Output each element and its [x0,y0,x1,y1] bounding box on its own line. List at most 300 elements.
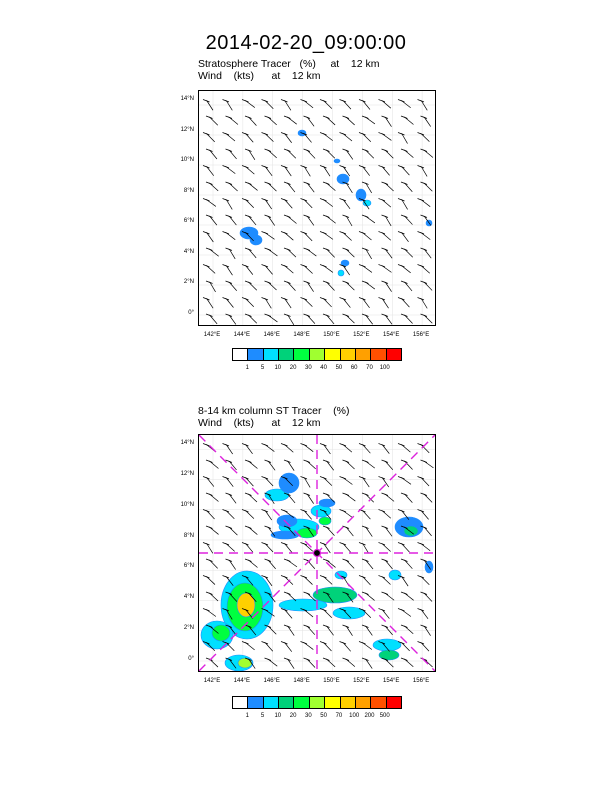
colorbar-swatch [310,697,325,708]
wind-barb [405,283,412,291]
wind-barb [227,167,236,174]
wind-barb [207,200,216,206]
y-tick-label: 2°N [183,625,194,632]
wind-barb [227,544,235,551]
panel1-title-line2: Wind (kts) at 12 km [198,70,321,82]
wind-barb [285,134,292,143]
y-tick-label: 6°N [183,218,194,225]
wind-barb [246,101,255,108]
x-tick-label: 156°E [412,332,430,338]
y-tick-label: 4°N [183,248,194,255]
colorbar-swatch [325,349,340,360]
wind-barb [227,233,236,240]
wind-barb [230,561,236,570]
wind-barb [386,528,393,537]
wind-barb [288,217,296,224]
wind-barb [383,233,391,240]
wind-barb [347,528,354,537]
colorbar-swatch [248,697,263,708]
wind-barb [425,184,433,192]
wind-barb [210,151,217,160]
wind-barb [246,643,255,650]
tracer-patch [363,200,371,206]
wind-barb [210,495,218,502]
wind-barb [249,118,256,126]
wind-barb [266,200,272,209]
wind-barb [347,184,353,193]
wind-barb [383,299,389,308]
wind-barb [425,118,431,127]
wind-barb [269,184,277,192]
wind-barb [207,577,215,585]
wind-barb [269,627,277,635]
wind-barb [327,118,335,125]
wind-barb [425,528,432,536]
wind-barb [402,445,410,452]
wind-barb [422,511,429,519]
wind-barb [347,151,353,160]
x-tick-label: 152°E [353,332,370,338]
y-tick-label: 8°N [183,532,194,539]
wind-barb [383,200,391,207]
wind-barb [207,544,213,553]
wind-barb [386,316,393,325]
wind-barb [210,462,218,469]
colorbar-swatch [279,697,294,708]
wind-barb [383,101,391,108]
wind-barb [324,544,330,553]
wind-barb [249,316,257,324]
wind-barb [230,528,238,536]
wind-barb [230,184,238,191]
colorbar-label: 5 [260,713,265,719]
wind-barb [308,184,315,193]
wind-barb [207,299,213,308]
tracer-patch [334,159,340,163]
colorbar-swatch [294,349,309,360]
wind-barb [308,118,315,127]
wind-barb [386,462,393,470]
x-tick-label: 146°E [263,678,280,684]
wind-barb [366,184,372,193]
wind-barb [383,167,390,175]
wind-barb [422,643,429,651]
wind-barb [386,561,393,569]
wind-barb [344,266,350,275]
wind-barb [230,495,237,504]
wind-barb [288,561,297,567]
wind-barb [422,610,429,619]
wind-barb [249,283,257,291]
y-tick-label: 0° [188,310,194,316]
wind-barb [285,299,291,308]
colorbar-swatch [264,349,279,360]
wind-barb [402,167,409,175]
wind-barb [266,643,273,651]
y-tick-label: 10°N [180,501,194,508]
panel2-title-line2: Wind (kts) at 12 km [198,417,321,429]
colorbar-label: 100 [379,365,390,371]
wind-barb [305,299,313,307]
wind-barb [347,118,355,125]
wind-barb [405,316,413,324]
wind-barb [405,184,412,192]
panel1-wind-field [199,91,435,325]
wind-barb [347,660,355,667]
colorbar-swatch [356,349,371,360]
wind-barb [308,283,314,292]
wind-barb [288,627,294,636]
wind-barb [327,316,334,324]
colorbar-label: 30 [305,713,312,719]
wind-barb [402,134,408,144]
wind-barb [210,594,218,602]
wind-barb [230,217,237,226]
wind-barb [266,266,273,274]
colorbar-swatch [325,697,340,708]
panel2-wind-field [199,435,435,671]
wind-barb [324,266,333,272]
y-tick-label: 6°N [183,563,194,570]
wind-barb [366,118,375,124]
wind-barb [305,200,313,208]
y-tick-label: 8°N [183,187,194,194]
tracer-patch [237,593,255,617]
wind-barb [249,561,257,568]
wind-barb [324,233,333,239]
wind-barb [324,643,332,651]
panel1-map [198,90,436,326]
wind-barb [266,544,274,552]
wind-barb [288,151,296,159]
wind-barb [422,101,428,110]
x-tick-label: 144°E [233,332,251,338]
colorbar-label: 50 [320,713,327,719]
wind-barb [363,167,370,176]
wind-barb [422,233,431,240]
wind-barb [366,528,372,537]
tracer-patch [277,515,297,527]
panel2-map [198,434,436,672]
wind-barb [269,217,275,226]
wind-barb [347,462,355,470]
tracer-patch [250,235,262,245]
colorbar-label: 1 [245,365,249,371]
wind-barb [210,184,218,191]
wind-barb [422,478,430,486]
wind-barb [386,495,395,502]
colorbar-label: 10 [274,365,282,371]
wind-barb [249,217,256,225]
tracer-patch [373,639,401,651]
colorbar-swatch [387,697,401,708]
wind-barb [363,511,370,519]
x-tick-label: 148°E [293,678,310,684]
wind-barb [324,167,330,176]
x-tick-label: 146°E [263,332,280,338]
wind-barb [363,643,372,649]
wind-barb [405,561,412,569]
wind-barb [347,561,355,569]
wind-barb [344,233,352,240]
wind-barb [285,233,293,240]
wind-barb [344,445,352,452]
wind-barb [347,217,353,226]
wind-barb [230,316,236,325]
wind-barb [422,266,430,273]
wind-barb [324,610,332,618]
wind-barb [227,445,233,454]
wind-barb [227,511,235,519]
wind-barb [327,184,335,191]
wind-barb [425,250,432,259]
wind-barb [363,266,372,272]
wind-barb [246,200,254,208]
wind-barb [266,233,275,239]
colorbar-swatch [387,349,401,360]
wind-barb [425,660,433,667]
colorbar-swatch [279,349,294,360]
storm-center-marker [314,550,321,557]
wind-barb [344,544,351,552]
wind-barb [386,250,393,259]
wind-barb [327,151,335,159]
y-tick-label: 12°N [180,470,194,477]
wind-barb [344,478,353,484]
colorbar-label: 50 [335,365,343,371]
wind-barb [347,495,356,502]
wind-barb [308,462,316,469]
colorbar-label: 20 [289,365,297,371]
wind-barb [266,478,274,486]
wind-barb [405,217,412,225]
x-tick-label: 156°E [412,678,430,684]
y-tick-label: 14°N [180,96,194,102]
colorbar-swatch [294,697,309,708]
wind-barb [227,643,235,651]
wind-barb [305,445,314,452]
colorbar-swatch [264,697,279,708]
y-tick-label: 4°N [183,594,194,601]
wind-barb [288,184,295,193]
wind-barb [324,299,332,307]
colorbar-swatch [371,349,386,360]
wind-barb [285,643,292,652]
colorbar-label: 60 [350,365,358,371]
wind-barb [230,250,236,259]
wind-barb [246,544,253,552]
wind-barb [402,233,409,242]
y-tick-label: 2°N [183,279,194,286]
wind-barb [249,495,257,503]
wind-barb [266,299,272,308]
wind-barb [210,118,218,126]
wind-barb [288,462,294,471]
wind-barb [425,462,434,468]
wind-barb [405,118,413,125]
colorbar-label: 5 [260,365,265,371]
wind-barb [386,594,395,601]
wind-barb [305,101,314,108]
colorbar-swatch [371,697,386,708]
panel2-title-line1: 8-14 km column ST Tracer (%) [198,405,350,417]
wind-barb [366,561,373,569]
wind-barb [230,118,238,125]
wind-barb [402,577,408,586]
wind-barb [305,577,313,585]
wind-barb [402,643,410,651]
wind-barb [305,233,313,241]
wind-barb [285,445,293,452]
wind-barb [402,299,409,307]
tracer-patch [404,526,418,536]
tracer-patch [319,517,331,525]
x-tick-label: 144°E [233,678,251,684]
wind-barb [402,610,411,616]
wind-barb [405,462,413,470]
y-tick-label: 14°N [180,440,194,446]
wind-barb [249,250,256,258]
wind-barb [246,511,254,519]
wind-barb [285,200,292,208]
wind-barb [425,151,433,158]
x-tick-label: 152°E [353,678,370,684]
wind-barb [383,511,391,518]
x-tick-label: 148°E [293,332,310,338]
wind-barb [402,478,411,484]
wind-barb [327,217,336,224]
wind-barb [405,627,413,634]
y-tick-label: 12°N [180,126,194,133]
wind-barb [305,134,312,142]
colorbar-label: 10 [274,713,282,719]
x-tick-label: 154°E [383,332,400,338]
wind-barb [324,200,333,207]
wind-barb [285,610,292,618]
wind-barb [363,577,371,585]
page-title: 2014-02-20_09:00:00 [205,32,407,54]
wind-barb [288,316,294,325]
colorbar-swatch [233,697,248,708]
tracer-patch [212,625,230,641]
colorbar-swatch [341,349,356,360]
wind-barb [249,528,257,535]
wind-barb [422,577,430,585]
colorbar-label: 1 [245,713,249,719]
y-tick-label: 10°N [180,157,194,164]
wind-barb [305,167,311,176]
wind-barb [246,266,253,275]
colorbar-label: 30 [305,365,312,371]
wind-barb [288,118,297,125]
wind-barb [305,511,312,519]
wind-barb [386,217,392,226]
wind-barb [288,283,295,291]
wind-barb [230,283,237,291]
x-tick-label: 150°E [323,678,340,684]
wind-barb [210,528,219,535]
wind-barb [285,266,293,273]
wind-barb [386,283,392,292]
wind-barb [425,627,431,636]
wind-barb [324,577,332,584]
wind-barb [383,544,391,551]
tracer-patch [279,473,299,493]
wind-barb [366,316,373,325]
wind-barb [308,316,315,324]
wind-barb [425,316,433,324]
wind-barb [405,594,414,601]
wind-barb [383,610,390,619]
wind-barb [383,266,392,272]
wind-barb [347,316,355,324]
wind-barb [288,250,296,258]
wind-barb [227,200,233,209]
wind-barb [207,101,213,110]
colorbar-swatch [310,349,325,360]
wind-barb [324,445,330,454]
wind-barb [210,316,217,324]
colorbar-swatch [356,697,371,708]
x-tick-label: 142°E [203,332,221,338]
wind-barb [402,101,411,108]
wind-barb [347,627,353,636]
wind-barb [366,250,372,259]
wind-barb [344,299,351,308]
wind-barb [210,660,218,668]
wind-barb [405,151,413,158]
x-tick-label: 154°E [383,678,400,684]
wind-barb [266,167,273,176]
wind-barb [308,151,316,159]
tracer-patch [341,260,349,266]
wind-barb [207,233,213,242]
colorbar-label: 20 [289,713,297,719]
wind-barb [402,266,411,273]
panel2-colorbar [232,696,402,709]
wind-barb [405,660,413,667]
wind-barb [327,660,335,667]
tracer-patch [338,270,344,276]
wind-barb [308,660,316,668]
tracer-patch [389,570,401,580]
wind-barb [344,643,351,651]
wind-barb [425,495,433,503]
wind-barb [266,445,275,452]
wind-barb [363,233,371,240]
wind-barb [249,184,258,191]
wind-barb [207,167,214,176]
wind-barb [402,200,408,209]
wind-barb [366,217,375,223]
wind-barb [425,283,433,291]
wind-barb [327,250,335,258]
wind-barb [288,495,295,503]
panel1-colorbar [232,348,402,361]
wind-barb [305,643,314,650]
wind-barb [305,266,313,273]
wind-barb [347,283,355,291]
wind-barb [324,478,332,486]
wind-barb [366,151,374,159]
colorbar-label: 100 [349,713,360,719]
wind-barb [230,151,237,159]
x-tick-label: 142°E [203,678,221,684]
wind-barb [207,511,215,519]
wind-barb [344,511,353,517]
wind-barb [246,299,254,307]
colorbar-swatch [233,349,248,360]
